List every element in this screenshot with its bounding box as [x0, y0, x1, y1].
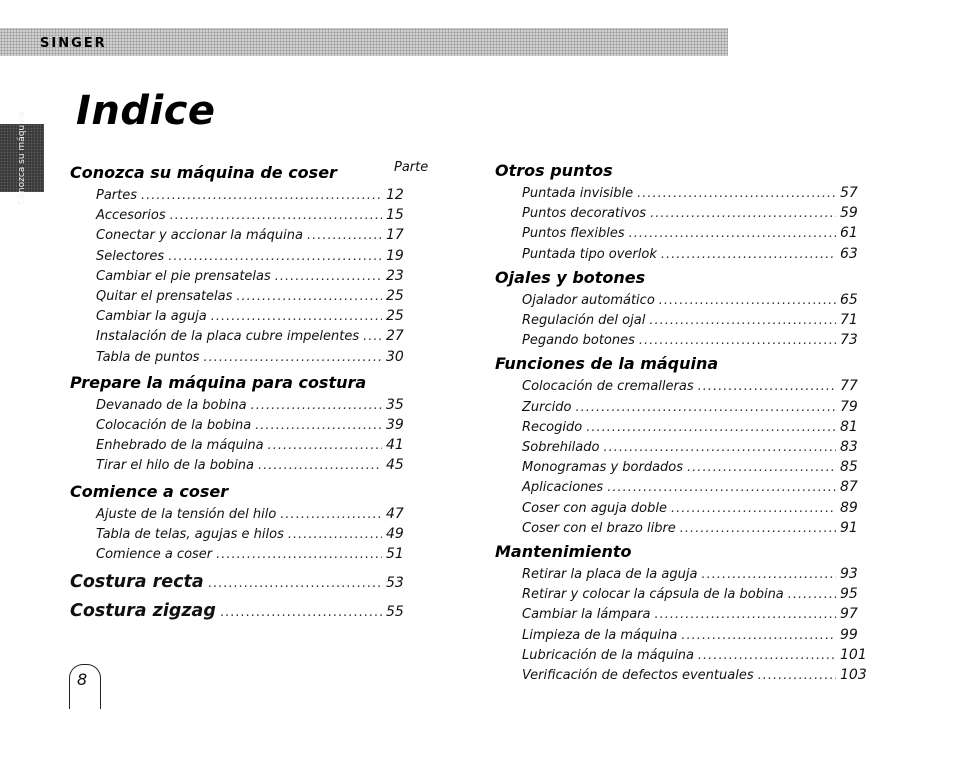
toc-entry — [522, 479, 870, 497]
toc-leader-dots — [603, 440, 836, 455]
parte-label: Parte — [394, 160, 429, 175]
toc-entry-label: Enhebrado de la máquina — [96, 438, 264, 454]
toc-section-heading: Prepare la máquina para costura — [70, 372, 367, 392]
toc-entry-page: 83 — [840, 439, 858, 455]
toc-entry-label: Puntos flexibles — [522, 226, 625, 242]
toc-entry-page: 27 — [386, 328, 404, 345]
toc-entry-page: 65 — [840, 291, 858, 308]
toc-entry-label: Colocación de la bobina — [96, 418, 252, 433]
toc-leader-dots — [216, 547, 382, 562]
toc-entry-label: Retirar la placa de la aguja — [522, 567, 698, 582]
toc-entry-page: 12 — [386, 187, 404, 203]
toc-entry-page: 51 — [386, 546, 404, 562]
toc-leader-dots — [671, 501, 836, 516]
toc-leader-dots — [575, 400, 836, 415]
toc-entry — [522, 205, 870, 223]
toc-entry — [96, 268, 416, 286]
toc-leader-dots — [788, 587, 836, 602]
toc-entry-label: Coser con aguja doble — [522, 500, 667, 516]
toc-entry-page: 71 — [840, 312, 858, 328]
toc-entry — [522, 606, 870, 624]
toc-leader-dots — [701, 567, 836, 582]
toc-entry-page: 101 — [840, 646, 867, 663]
toc-leader-dots — [637, 186, 836, 201]
toc-leader-dots — [203, 350, 382, 365]
toc-entry — [522, 459, 870, 477]
toc-entry-label: Cambiar la lámpara — [522, 607, 651, 623]
toc-entry-label: Accesorios — [96, 208, 166, 224]
toc-entry-page: 49 — [386, 525, 404, 542]
toc-leader-dots — [681, 628, 836, 643]
toc-entry-page: 53 — [386, 575, 404, 592]
toc-entry-page: 17 — [386, 227, 404, 244]
toc-leader-dots — [687, 460, 836, 475]
toc-entry — [522, 419, 870, 437]
toc-entry — [96, 397, 416, 415]
toc-entry — [522, 566, 870, 584]
toc-entry-page: 57 — [840, 185, 858, 201]
toc-entry — [522, 185, 870, 203]
toc-entry-label: Selectores — [96, 248, 165, 264]
toc-entry — [96, 227, 416, 245]
toc-entry-label: Cambiar el pie prensatelas — [96, 268, 271, 284]
toc-leader-dots — [607, 480, 836, 495]
toc-leader-dots — [208, 576, 382, 591]
toc-section-heading: Conozca su máquina de coser — [70, 163, 337, 182]
toc-entry-label: Colocación de cremalleras — [522, 379, 694, 395]
toc-entry-page: 99 — [840, 626, 858, 643]
toc-entry — [96, 417, 416, 435]
toc-leader-dots — [639, 333, 836, 348]
toc-leader-dots — [661, 247, 836, 262]
toc-entry-page: 59 — [840, 205, 858, 222]
toc-entry-label: Cambiar la aguja — [96, 309, 207, 325]
toc-entry — [522, 667, 870, 685]
toc-leader-dots — [255, 418, 382, 433]
toc-entry-page: 45 — [386, 457, 404, 474]
toc-leader-dots — [236, 289, 382, 304]
toc-entry-page: 95 — [840, 586, 858, 603]
toc-entry — [96, 207, 416, 225]
toc-entry-label: Tabla de telas, agujas e hilos — [96, 526, 284, 542]
toc-entry-page: 73 — [840, 332, 858, 349]
toc-leader-dots — [268, 438, 382, 453]
toc-entry-page: 63 — [840, 245, 858, 262]
toc-entry-label: Tirar el hilo de la bobina — [96, 458, 254, 474]
toc-leader-dots — [251, 398, 382, 413]
toc-leader-dots — [650, 206, 836, 221]
toc-entry — [96, 187, 416, 205]
toc-entry — [96, 288, 416, 306]
side-tab — [0, 111, 44, 205]
toc-entry — [522, 312, 870, 330]
toc-entry — [522, 246, 870, 264]
toc-entry — [522, 500, 870, 518]
toc-entry — [96, 457, 416, 475]
toc-entry — [522, 378, 870, 396]
toc-entry-label: Devanado de la bobina — [96, 397, 247, 413]
toc-entry-page: 77 — [840, 378, 858, 395]
toc-entry-label: Instalación de la placa cubre impelentes — [96, 329, 360, 345]
toc-entry-label: Comience a coser — [96, 547, 213, 562]
toc-entry-label: Sobrehilado — [522, 440, 600, 455]
toc-leader-dots — [170, 208, 382, 223]
toc-entry-label: Recogido — [522, 419, 583, 435]
toc-entry-page: 41 — [386, 437, 404, 454]
toc-entry-label: Lubricación de la máquina — [522, 647, 694, 663]
toc-entry-page: 47 — [386, 505, 404, 522]
toc-leader-dots — [363, 329, 382, 344]
toc-leader-dots — [211, 309, 382, 324]
toc-entry — [522, 292, 870, 310]
toc-entry-page: 39 — [386, 417, 404, 433]
toc-entry — [522, 586, 870, 604]
toc-entry-label: Ojalador automático — [522, 292, 655, 308]
toc-entry-label: Zurcido — [522, 399, 572, 415]
toc-entry-label: Limpieza de la máquina — [522, 627, 678, 643]
toc-entry — [522, 225, 870, 243]
toc-entry — [522, 332, 870, 350]
header-band — [0, 28, 728, 56]
toc-section-entry — [70, 572, 416, 594]
toc-entry-label: Puntada tipo overlok — [522, 246, 657, 262]
toc-entry-label: Conectar y accionar la máquina — [96, 228, 303, 244]
page-number: 8 — [77, 670, 88, 689]
toc-entry-label: Puntos decorativos — [522, 206, 647, 222]
toc-entry-label: Tabla de puntos — [96, 349, 200, 365]
toc-entry-label: Aplicaciones — [522, 480, 604, 496]
toc-entry — [96, 546, 416, 564]
toc-entry — [96, 349, 416, 367]
toc-leader-dots — [680, 521, 836, 536]
toc-entry-page: 15 — [386, 207, 404, 224]
toc-entry-label: Verificación de defectos eventuales — [522, 668, 754, 683]
toc-section-entry-label: Costura zigzag — [70, 601, 216, 622]
brand-name: SINGER — [40, 36, 107, 51]
toc-entry-label: Retirar y colocar la cápsula de la bobina — [522, 587, 784, 603]
toc-leader-dots — [698, 648, 836, 663]
toc-entry — [96, 248, 416, 266]
toc-entry-label: Partes — [96, 188, 138, 203]
toc-entry-page: 81 — [840, 418, 858, 435]
toc-leader-dots — [307, 228, 382, 243]
toc-entry — [96, 437, 416, 455]
toc-section-heading: Ojales y botones — [495, 267, 646, 287]
toc-entry — [522, 627, 870, 645]
toc-entry-page: 89 — [840, 499, 858, 516]
toc-entry — [96, 328, 416, 346]
toc-entry — [96, 506, 416, 524]
toc-leader-dots — [659, 293, 836, 308]
toc-leader-dots — [168, 249, 382, 264]
toc-entry-label: Ajuste de la tensión del hilo — [96, 506, 277, 522]
toc-section-heading: Mantenimiento — [495, 542, 632, 561]
toc-entry-page: 25 — [386, 308, 404, 325]
toc-entry — [522, 399, 870, 417]
toc-section-entry-label: Costura recta — [70, 572, 204, 593]
toc-leader-dots — [220, 605, 382, 620]
toc-entry — [96, 308, 416, 326]
toc-entry-label: Regulación del ojal — [522, 313, 646, 328]
toc-section-heading: Otros puntos — [495, 161, 613, 180]
toc-entry-page: 61 — [840, 225, 858, 242]
toc-entry-page: 103 — [840, 667, 867, 683]
toc-entry-page: 19 — [386, 247, 404, 264]
page-title: Indice — [76, 88, 216, 134]
toc-entry-page: 55 — [386, 604, 404, 621]
toc-section-heading: Comience a coser — [70, 481, 229, 501]
toc-leader-dots — [698, 379, 836, 394]
toc-entry-label: Quitar el prensatelas — [96, 289, 233, 304]
toc-entry-page: 87 — [840, 479, 858, 496]
toc-entry-page: 91 — [840, 519, 858, 536]
toc-entry — [522, 520, 870, 538]
toc-section-heading: Funciones de la máquina — [495, 354, 719, 374]
toc-leader-dots — [655, 607, 837, 622]
toc-entry — [522, 439, 870, 457]
toc-leader-dots — [586, 420, 836, 435]
toc-leader-dots — [758, 668, 836, 683]
toc-entry — [96, 526, 416, 544]
toc-entry-label: Puntada invisible — [522, 186, 634, 201]
toc-entry-page: 35 — [386, 396, 404, 413]
toc-entry-page: 25 — [386, 288, 404, 304]
toc-leader-dots — [141, 188, 382, 203]
side-tab-label: Conozca su máquina — [17, 111, 27, 205]
toc-entry-page: 97 — [840, 606, 858, 623]
toc-entry — [522, 647, 870, 665]
toc-entry-page: 79 — [840, 398, 858, 415]
toc-leader-dots — [258, 458, 382, 473]
toc-leader-dots — [629, 226, 836, 241]
toc-entry-page: 23 — [386, 267, 404, 284]
toc-section-entry — [70, 601, 416, 623]
toc-entry-page: 30 — [386, 348, 404, 365]
toc-leader-dots — [280, 507, 382, 522]
toc-entry-page: 85 — [840, 459, 858, 476]
toc-leader-dots — [275, 269, 382, 284]
toc-entry-page: 93 — [840, 566, 858, 582]
toc-entry-label: Pegando botones — [522, 333, 635, 349]
toc-leader-dots — [649, 313, 836, 328]
toc-entry-label: Coser con el brazo libre — [522, 520, 676, 536]
toc-entry-label: Monogramas y bordados — [522, 460, 684, 476]
toc-leader-dots — [288, 527, 382, 542]
